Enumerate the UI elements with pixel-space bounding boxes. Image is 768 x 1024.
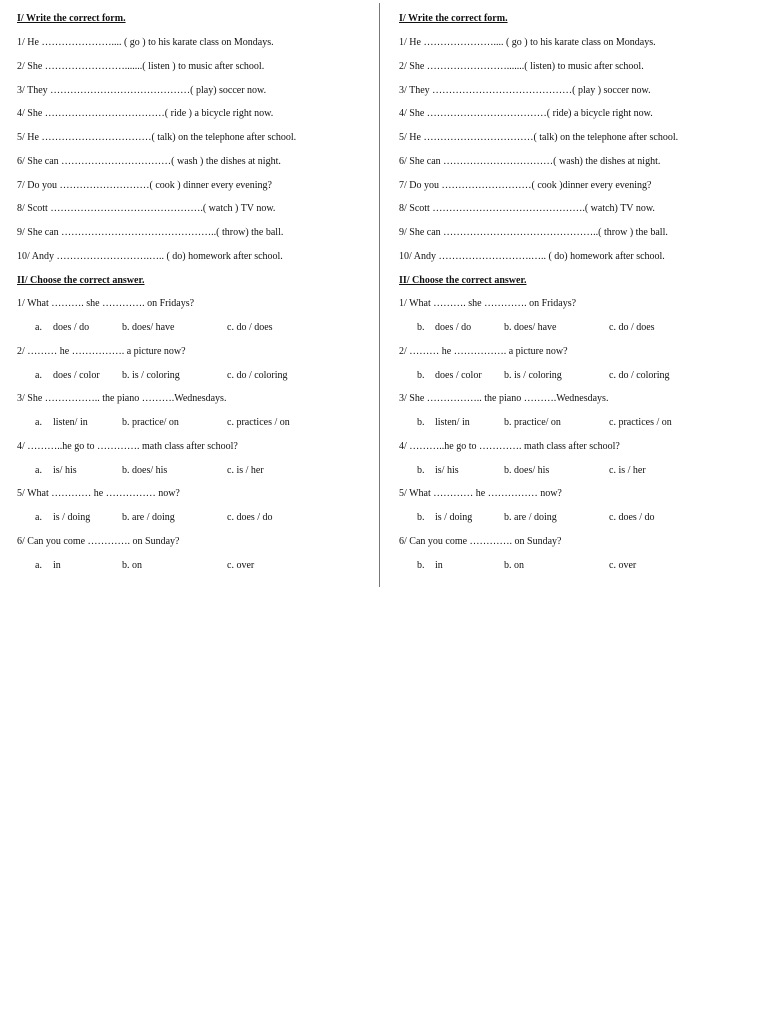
- column-divider: [379, 3, 380, 587]
- choose-question-2: 2/ ……… he ……………. a picture now?: [399, 346, 568, 357]
- section1-heading: I/ Write the correct form.: [399, 13, 508, 24]
- option-a-text: does / do: [435, 322, 472, 333]
- option-a-text: is / doing: [53, 512, 91, 523]
- choose-question-3: 3/ She …………….. the piano ……….Wednesdays.: [399, 393, 609, 404]
- option-label: a.: [35, 560, 42, 571]
- write-item-2: 2/ She …………………….......( listen ) to music after school.: [17, 61, 265, 72]
- option-a-text: does / do: [53, 322, 90, 333]
- option-c: c. over: [609, 560, 637, 571]
- option-b: b. on: [504, 560, 524, 571]
- choose-question-5: 5/ What ………… he …………… now?: [399, 488, 562, 499]
- write-item-4: 4/ She ………………………………( ride) a bicycle right now.: [399, 108, 653, 119]
- write-item-8: 8/ Scott ……………………………………….( watch) TV now.: [399, 203, 655, 214]
- section2-heading: II/ Choose the correct answer.: [399, 275, 527, 286]
- option-a: [35, 512, 90, 524]
- option-label: a.: [35, 322, 42, 333]
- option-label: b.: [417, 465, 425, 476]
- write-item-6: 6/ She can ……………………………( wash) the dishes at night.: [399, 156, 661, 167]
- option-label: a.: [35, 465, 42, 476]
- option-a: [417, 370, 482, 382]
- option-c: c. practices / on: [609, 417, 672, 428]
- option-label: b.: [417, 560, 425, 571]
- option-a: [417, 512, 472, 524]
- option-a: [35, 370, 100, 382]
- option-c: c. does / do: [609, 512, 655, 523]
- write-item-4: 4/ She ………………………………( ride ) a bicycle right now.: [17, 108, 274, 119]
- write-item-1: 1/ He ………………….... ( go ) to his karate class on Mondays.: [399, 37, 656, 48]
- option-label: b.: [417, 322, 425, 333]
- option-a: [35, 322, 89, 334]
- option-b: b. does/ his: [504, 465, 550, 476]
- option-a: [35, 465, 77, 477]
- option-b: b. on: [122, 560, 142, 571]
- option-c: c. do / does: [609, 322, 655, 333]
- option-a: [417, 560, 443, 572]
- option-c: c. is / her: [609, 465, 646, 476]
- choose-question-1: 1/ What ………. she …………. on Fridays?: [17, 298, 195, 309]
- option-a-text: does / color: [435, 370, 482, 381]
- option-a: [417, 465, 459, 477]
- write-item-1: 1/ He ………………….... ( go ) to his karate class on Mondays.: [17, 37, 274, 48]
- option-a-text: is/ his: [53, 465, 77, 476]
- option-b: b. are / doing: [504, 512, 557, 523]
- option-a-text: is/ his: [435, 465, 459, 476]
- write-item-10: 10/ Andy ……………………….….. ( do) homework after school.: [17, 251, 283, 262]
- choose-question-1: 1/ What ………. she …………. on Fridays?: [399, 298, 577, 309]
- option-c: c. over: [227, 560, 255, 571]
- write-item-7: 7/ Do you ………………………( cook )dinner every evening?: [399, 180, 652, 191]
- option-c: c. practices / on: [227, 417, 290, 428]
- write-item-5: 5/ He ……………………………( talk) on the telephone after school.: [399, 132, 679, 143]
- option-b: b. is / coloring: [122, 370, 180, 381]
- option-b: b. practice/ on: [122, 417, 179, 428]
- write-item-9: 9/ She can ………………………………………..( throw) the ball.: [17, 227, 284, 238]
- option-a-text: in: [53, 560, 61, 571]
- write-item-3: 3/ They ……………………………………( play) soccer now.: [17, 85, 267, 96]
- option-b: b. does/ his: [122, 465, 168, 476]
- option-c: c. is / her: [227, 465, 264, 476]
- option-b: b. does/ have: [504, 322, 557, 333]
- option-label: a.: [35, 370, 42, 381]
- choose-question-3: 3/ She …………….. the piano ……….Wednesdays.: [17, 393, 227, 404]
- option-a: [35, 417, 88, 429]
- option-c: c. do / does: [227, 322, 273, 333]
- write-item-10: 10/ Andy ……………………….….. ( do) homework after school.: [399, 251, 665, 262]
- option-c: c. do / coloring: [227, 370, 288, 381]
- option-b: b. does/ have: [122, 322, 175, 333]
- option-label: a.: [35, 512, 42, 523]
- option-label: a.: [35, 417, 42, 428]
- option-a-text: is / doing: [435, 512, 473, 523]
- option-b: b. are / doing: [122, 512, 175, 523]
- choose-question-6: 6/ Can you come …………. on Sunday?: [17, 536, 180, 547]
- option-b: b. is / coloring: [504, 370, 562, 381]
- write-item-5: 5/ He ……………………………( talk) on the telephone after school.: [17, 132, 297, 143]
- option-c: c. do / coloring: [609, 370, 670, 381]
- section2-heading: II/ Choose the correct answer.: [17, 275, 145, 286]
- choose-question-2: 2/ ……… he ……………. a picture now?: [17, 346, 186, 357]
- choose-question-4: 4/ ………..he go to …………. math class after school?: [17, 441, 238, 452]
- write-item-7: 7/ Do you ………………………( cook ) dinner every evening?: [17, 180, 272, 191]
- option-label: b.: [417, 370, 425, 381]
- option-a-text: does / color: [53, 370, 100, 381]
- option-b: b. practice/ on: [504, 417, 561, 428]
- option-c: c. does / do: [227, 512, 273, 523]
- choose-question-6: 6/ Can you come …………. on Sunday?: [399, 536, 562, 547]
- write-item-3: 3/ They ……………………………………( play ) soccer now.: [399, 85, 651, 96]
- write-item-8: 8/ Scott ……………………………………….( watch ) TV now.: [17, 203, 276, 214]
- option-a: [417, 322, 471, 334]
- option-a-text: in: [435, 560, 443, 571]
- section1-heading: I/ Write the correct form.: [17, 13, 126, 24]
- option-a: [35, 560, 61, 572]
- option-a: [417, 417, 470, 429]
- option-label: b.: [417, 512, 425, 523]
- write-item-6: 6/ She can ……………………………( wash ) the dishes at night.: [17, 156, 281, 167]
- write-item-2: 2/ She …………………….......( listen) to music after school.: [399, 61, 644, 72]
- choose-question-5: 5/ What ………… he …………… now?: [17, 488, 180, 499]
- choose-question-4: 4/ ………..he go to …………. math class after school?: [399, 441, 620, 452]
- option-a-text: listen/ in: [53, 417, 88, 428]
- write-item-9: 9/ She can ………………………………………..( throw ) the ball.: [399, 227, 668, 238]
- option-label: b.: [417, 417, 425, 428]
- option-a-text: listen/ in: [435, 417, 470, 428]
